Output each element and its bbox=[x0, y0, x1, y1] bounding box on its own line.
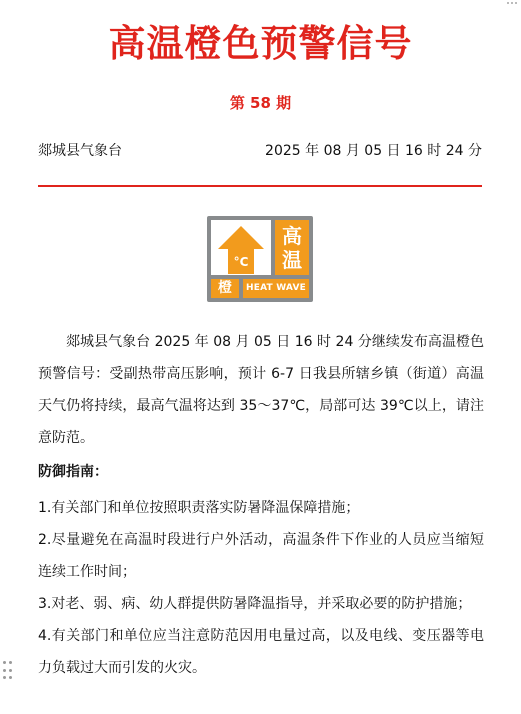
corner-marker-icon bbox=[507, 2, 517, 8]
warning-body-text: 郯城县气象台 2025 年 08 月 05 日 16 时 24 分继续发布高温橙色预警信号：受副热带高压影响，预计 6-7 日我县所辖乡镇（街道）高温天气仍将持续，最高气温将达到 35～37℃，局部可达 39℃以上，请注意防范。 bbox=[38, 334, 484, 446]
high-temperature-orange-warning-icon bbox=[207, 216, 313, 302]
thermo-unit-label: °C bbox=[233, 255, 249, 269]
warning-level-char: 橙 bbox=[211, 279, 239, 298]
defense-guide-title: 防御指南： bbox=[38, 464, 108, 480]
guide-item: 3.对老、弱、病、幼人群提供防暑降温指导，并采取必要的防护措施； bbox=[38, 596, 472, 612]
warning-icon-heat-label bbox=[275, 220, 309, 275]
drag-handle-icon[interactable] bbox=[3, 661, 13, 681]
house-thermometer-icon bbox=[217, 224, 265, 275]
warning-icon-house-panel bbox=[211, 220, 271, 275]
issue-datetime: 2025 年 08 月 05 日 16 时 24 分 bbox=[265, 143, 482, 159]
guide-item: 4.有关部门和单位应当注意防范因用电量过高，以及电线、变压器等电力负载过大而引发的火灾。 bbox=[38, 628, 484, 676]
issuing-organization: 郯城县气象台 bbox=[38, 143, 122, 159]
red-divider bbox=[38, 185, 482, 187]
defense-guide-list bbox=[38, 492, 484, 684]
heat-char-2: 温 bbox=[282, 247, 302, 272]
issue-number: 第 58 期 bbox=[229, 94, 292, 112]
heat-char-1: 高 bbox=[282, 223, 302, 248]
document-title: 高温橙色预警信号 bbox=[108, 22, 413, 65]
guide-item: 2.尽量避免在高温时段进行户外活动，高温条件下作业的人员应当缩短连续工作时间； bbox=[38, 532, 484, 580]
warning-english-label: HEAT WAVE bbox=[243, 279, 309, 298]
guide-item: 1.有关部门和单位按照职责落实防暑降温保障措施； bbox=[38, 500, 360, 516]
header-info-line bbox=[38, 140, 482, 160]
